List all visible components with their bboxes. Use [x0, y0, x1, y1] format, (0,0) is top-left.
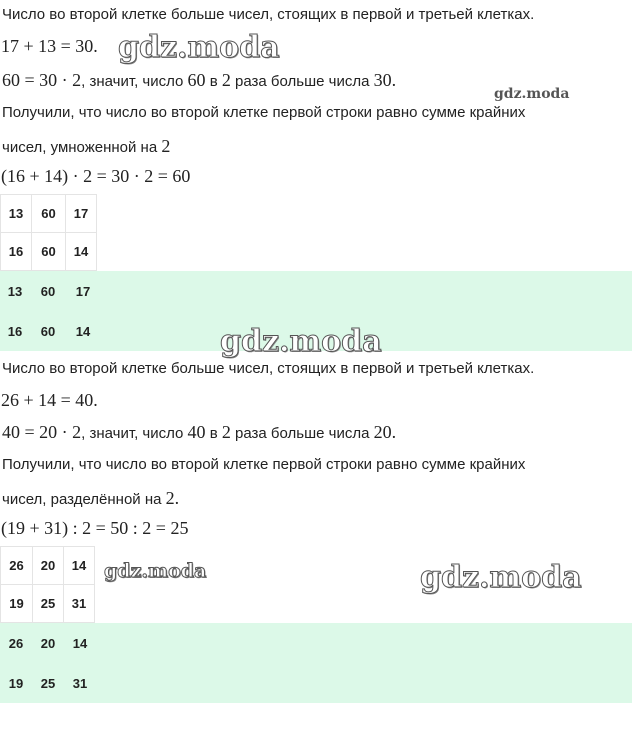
text: раза больше числа [230, 425, 374, 442]
number: 2 [221, 70, 231, 90]
answer-cell: 19 [8, 675, 24, 691]
answer-cell: 14 [75, 323, 91, 339]
text: , значит, число [81, 73, 188, 90]
paragraph-line [2, 136, 170, 157]
watermark: gdz.moda [220, 324, 382, 359]
grid-cell: 60 [32, 195, 66, 233]
answer-cell: 16 [7, 323, 23, 339]
answer-cell: 31 [72, 675, 88, 691]
number: 2 [161, 136, 171, 156]
equation: 40 = 20 · 2 [2, 422, 82, 442]
paragraph-line [2, 488, 179, 509]
paragraph-line: Получили, что число во второй клетке первой строки равно сумме крайних [2, 104, 526, 121]
grid-cell: 14 [64, 547, 95, 585]
equation: 26 + 14 = 40. [1, 390, 98, 410]
text: чисел, умноженной на [2, 139, 162, 156]
text: в [205, 73, 222, 90]
number: 2 [221, 422, 231, 442]
grid-cell: 16 [1, 233, 32, 271]
answer-cell: 20 [40, 635, 56, 651]
number-grid [0, 546, 95, 623]
answer-grid [0, 271, 100, 351]
grid-cell: 19 [1, 585, 33, 623]
answer-cell: 14 [72, 635, 88, 651]
number: 40 [187, 422, 206, 442]
equation: 17 + 13 = 30. [1, 36, 98, 56]
watermark: gdz.moda [104, 560, 207, 582]
watermark: gdz.moda [494, 86, 570, 102]
number: 30. [373, 70, 397, 90]
answer-band [0, 623, 632, 703]
text: раза больше числа [230, 73, 374, 90]
paragraph-line: Число во второй клетке больше чисел, стоящих в первой и третьей клетках. [2, 360, 535, 377]
paragraph-line [2, 70, 396, 91]
equation: (19 + 31) : 2 = 50 : 2 = 25 [1, 518, 189, 538]
answer-cell: 26 [8, 635, 24, 651]
text: в [205, 425, 222, 442]
grid-cell: 13 [1, 195, 32, 233]
answer-cell: 13 [7, 283, 23, 299]
text: чисел, разделённой на [2, 491, 166, 508]
grid-cell: 60 [32, 233, 66, 271]
number: 2. [165, 488, 180, 508]
paragraph-line: Получили, что число во второй клетке первой строки равно сумме крайних [2, 456, 526, 473]
answer-cell: 17 [75, 283, 91, 299]
watermark: gdz.moda [118, 30, 280, 65]
answer-cell: 25 [40, 675, 56, 691]
equation: (16 + 14) · 2 = 30 · 2 = 60 [1, 166, 191, 186]
answer-cell: 60 [40, 283, 56, 299]
grid-cell: 17 [66, 195, 97, 233]
number-grid [0, 194, 97, 271]
text: , значит, число [81, 425, 188, 442]
grid-cell: 25 [33, 585, 64, 623]
grid-cell: 20 [33, 547, 64, 585]
grid-cell: 31 [64, 585, 95, 623]
grid-cell: 26 [1, 547, 33, 585]
paragraph-line [2, 422, 396, 443]
answer-cell: 60 [40, 323, 56, 339]
equation: 60 = 30 · 2 [2, 70, 82, 90]
paragraph-line: Число во второй клетке больше чисел, стоящих в первой и третьей клетках. [2, 6, 535, 23]
grid-cell: 14 [66, 233, 97, 271]
answer-grid [0, 623, 96, 703]
number: 20. [373, 422, 397, 442]
watermark: gdz.moda [420, 560, 582, 595]
number: 60 [187, 70, 206, 90]
